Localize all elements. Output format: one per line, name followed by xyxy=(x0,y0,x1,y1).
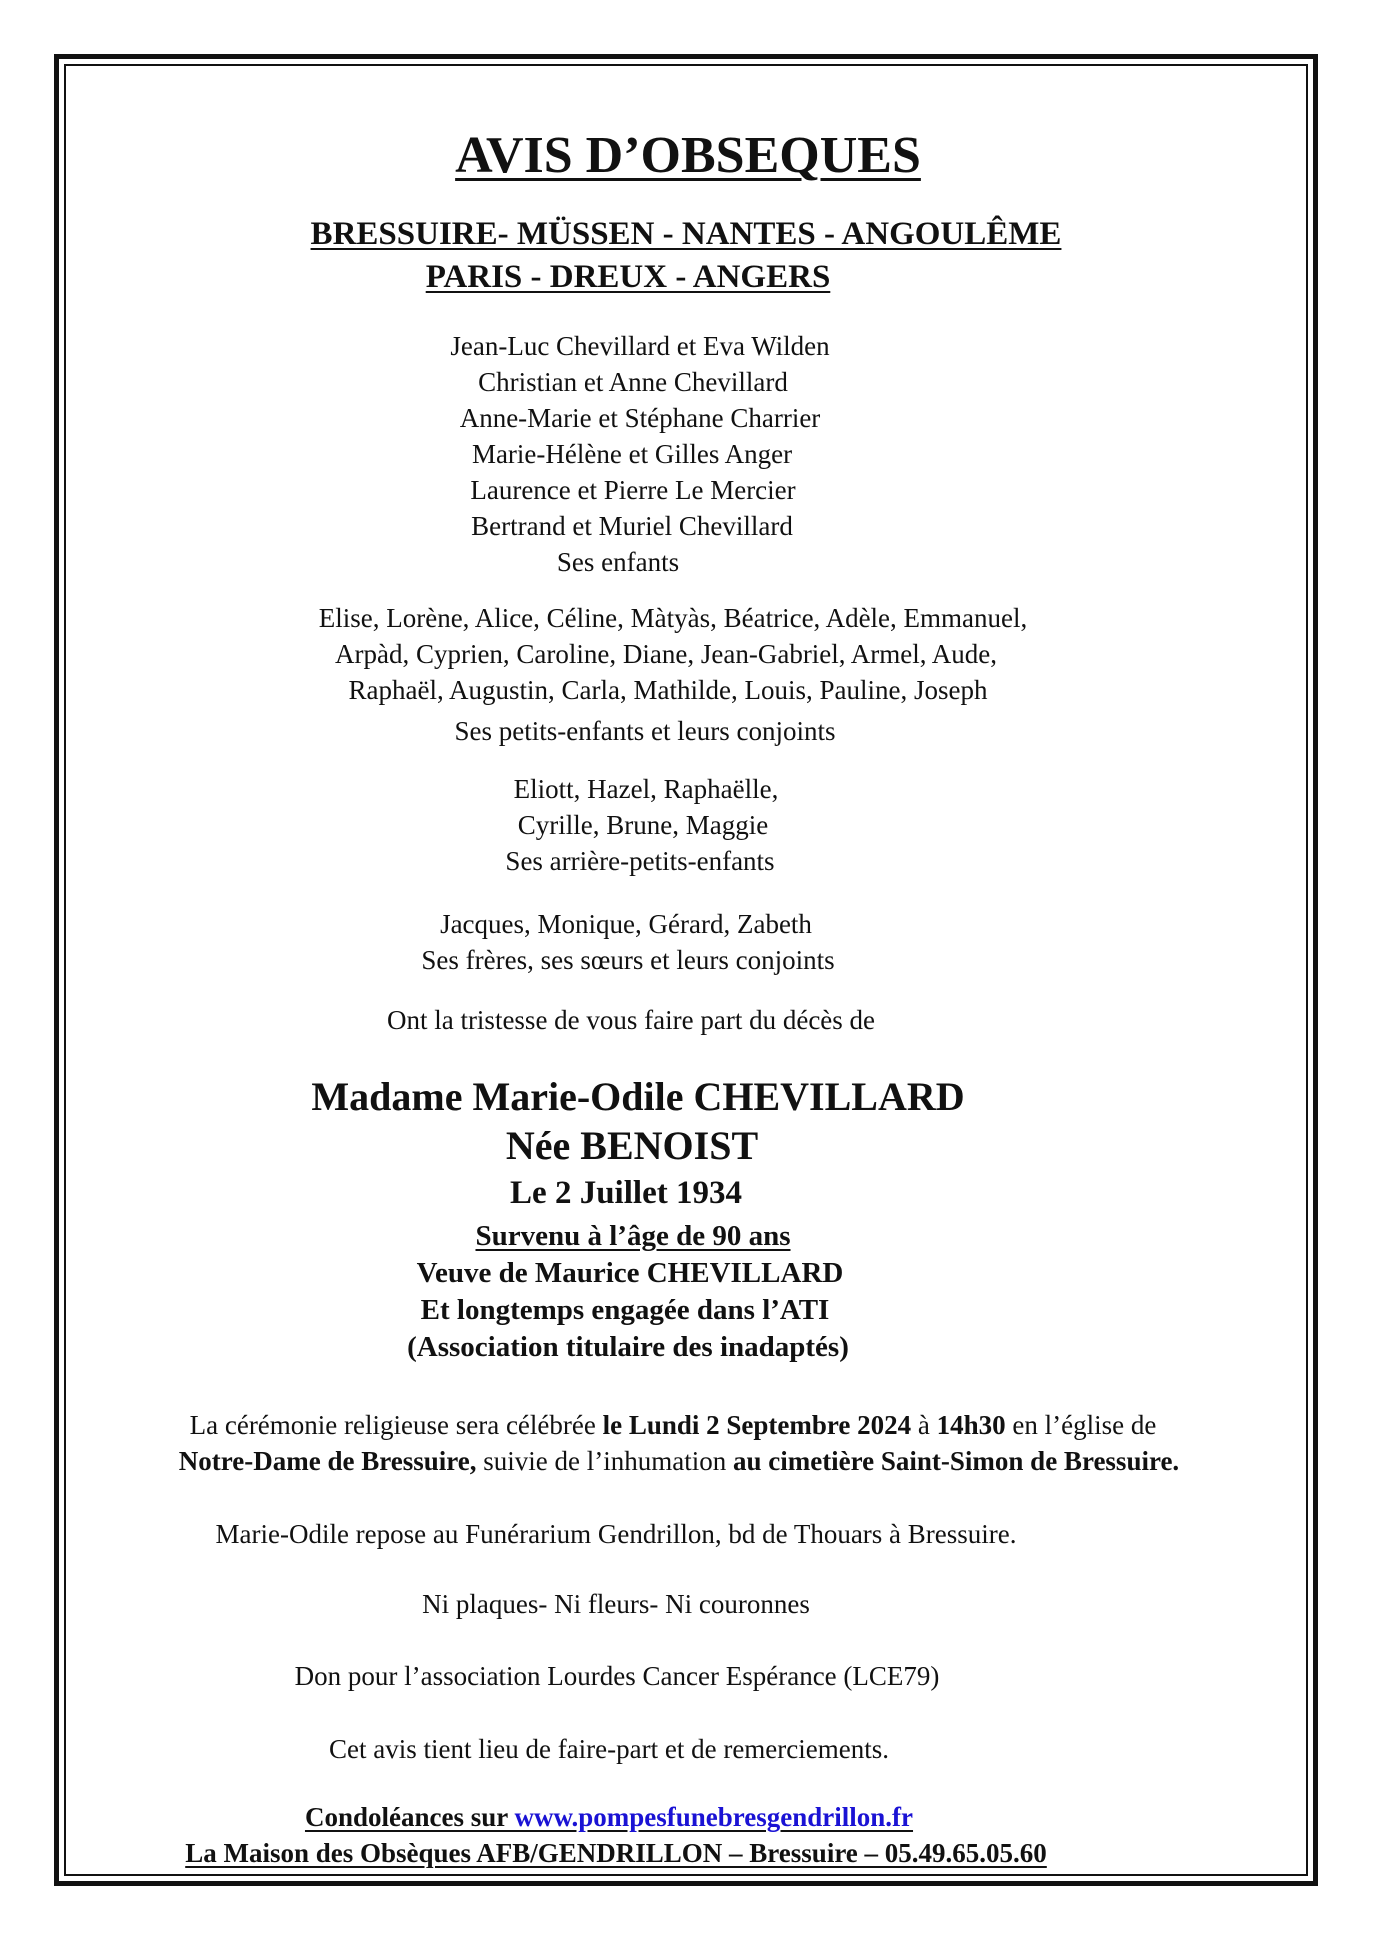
ceremony-line-1 xyxy=(190,1412,1157,1439)
flowers-notice: Ni plaques- Ni fleurs- Ni couronnes xyxy=(422,1589,810,1619)
deceased-name: Madame Marie-Odile CHEVILLARD xyxy=(311,1074,965,1119)
deceased-date: Le 2 Juillet 1934 xyxy=(510,1175,742,1211)
siblings: Jacques, Monique, Gérard, Zabeth xyxy=(440,909,812,939)
deceased-association: (Association titulaire des inadaptés) xyxy=(407,1331,849,1363)
child-6: Bertrand et Muriel Chevillard xyxy=(471,511,793,541)
grandchildren-label: Ses petits-enfants et leurs conjoints xyxy=(454,716,836,746)
ceremony-text-4: suivie de l’inhumation xyxy=(476,1446,733,1476)
ceremony-text-1: La cérémonie religieuse sera célébrée xyxy=(189,1410,603,1440)
condolences-prefix: Condoléances sur xyxy=(304,1802,515,1832)
ceremony-time: 14h30 xyxy=(936,1410,1006,1440)
deceased-maiden-name: Née BENOIST xyxy=(505,1123,759,1168)
child-4: Marie-Hélène et Gilles Anger xyxy=(471,439,793,469)
company-line: La Maison des Obsèques AFB/GENDRILLON – Bressuire – 05.49.65.05.60 xyxy=(185,1838,1047,1868)
ceremony-date: le Lundi 2 Septembre 2024 xyxy=(602,1410,912,1440)
ceremony-cemetery: au cimetière Saint-Simon de Bressuire. xyxy=(732,1446,1180,1476)
deceased-engagement: Et longtemps engagée dans l’ATI xyxy=(420,1294,830,1326)
condolences-line xyxy=(305,1804,913,1831)
announcement: Ont la tristesse de vous faire part du décès de xyxy=(386,1005,876,1035)
grandchildren-line-3: Raphaël, Augustin, Carla, Mathilde, Louis, Pauline, Joseph xyxy=(348,675,988,705)
condolences-link[interactable]: www.pompesfunebresgendrillon.fr xyxy=(514,1802,914,1832)
children-label: Ses enfants xyxy=(556,547,680,577)
rest-location: Marie-Odile repose au Funérarium Gendrillon, bd de Thouars à Bressuire. xyxy=(215,1519,1017,1549)
deceased-widow: Veuve de Maurice CHEVILLARD xyxy=(416,1257,844,1289)
child-3: Anne-Marie et Stéphane Charrier xyxy=(459,403,821,433)
grandchildren-line-1: Elise, Lorène, Alice, Céline, Màtyàs, Béatrice, Adèle, Emmanuel, xyxy=(318,603,1028,633)
siblings-label: Ses frères, ses sœurs et leurs conjoints xyxy=(421,945,835,975)
child-1: Jean-Luc Chevillard et Eva Wilden xyxy=(450,331,830,361)
deceased-age: Survenu à l’âge de 90 ans xyxy=(475,1220,791,1252)
great-grandchildren-label: Ses arrière-petits-enfants xyxy=(505,846,775,876)
ceremony-line-2 xyxy=(179,1448,1179,1475)
page-title: AVIS D’OBSEQUES xyxy=(455,127,921,184)
ceremony-church: Notre-Dame de Bressuire, xyxy=(178,1446,477,1476)
grandchildren-line-2: Arpàd, Cyprien, Caroline, Diane, Jean-Gabriel, Armel, Aude, xyxy=(334,639,998,669)
child-5: Laurence et Pierre Le Mercier xyxy=(470,475,796,505)
child-2: Christian et Anne Chevillard xyxy=(478,367,788,397)
ceremony-text-3: en l’église de xyxy=(1005,1410,1157,1440)
ceremony-text-2: à xyxy=(911,1410,937,1440)
cities-line-2: PARIS - DREUX - ANGERS xyxy=(425,259,831,295)
notice: Cet avis tient lieu de faire-part et de remerciements. xyxy=(329,1734,889,1764)
cities-line-1: BRESSUIRE- MÜSSEN - NANTES - ANGOULÊME xyxy=(310,216,1062,252)
great-grandchildren-line-1: Eliott, Hazel, Raphaëlle, xyxy=(513,774,779,804)
great-grandchildren-line-2: Cyrille, Brune, Maggie xyxy=(517,810,769,840)
donation: Don pour l’association Lourdes Cancer Espérance (LCE79) xyxy=(294,1661,940,1691)
